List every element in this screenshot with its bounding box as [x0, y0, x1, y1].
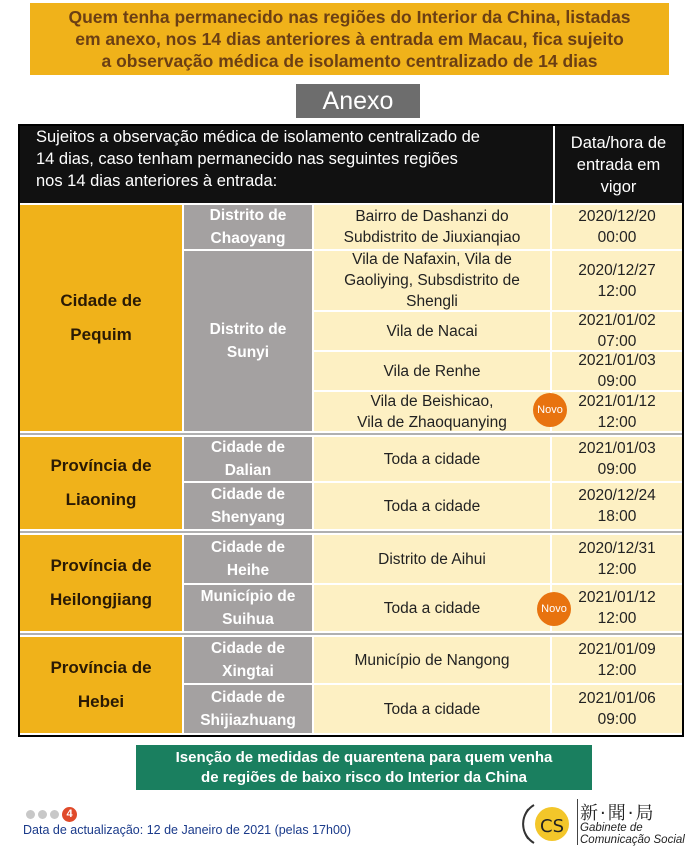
gcs-logo-icon — [520, 797, 576, 849]
region-liaoning — [20, 437, 182, 529]
area-line: Vila de Zhaoquanying — [357, 413, 507, 431]
district-name-line: Cidade de — [210, 640, 286, 657]
district-name-line: Xingtai — [222, 663, 274, 680]
logo-name-line-1: Gabinete de — [580, 822, 643, 834]
district-dalian — [184, 437, 312, 481]
district-shenyang — [184, 483, 312, 529]
district-sunyi — [184, 251, 312, 431]
date-value: 2021/01/12 — [578, 392, 656, 410]
time-value: 12:00 — [597, 561, 637, 578]
area-line: Vila de Renhe — [383, 362, 481, 380]
table-header-date — [555, 126, 682, 203]
exemption-line-2: de regiões de baixo risco do Interior da China — [201, 768, 527, 786]
date-cell — [552, 483, 682, 529]
date-value: 2021/01/03 — [578, 352, 656, 369]
time-value: 09:00 — [597, 461, 637, 478]
district-name-line: Cidade de — [210, 486, 286, 503]
date-cell — [552, 251, 682, 310]
page-dot-icon[interactable] — [26, 810, 35, 819]
gcs-logo — [520, 797, 692, 849]
current-page-badge[interactable]: 4 — [62, 807, 77, 822]
banner-line-1: Quem tenha permanecido nas regiões do Interior da China, listadas — [68, 7, 631, 27]
date-value: 2021/01/06 — [578, 690, 656, 707]
anexo-label: Anexo — [296, 84, 420, 118]
region-name-line: Cidade de — [60, 291, 142, 310]
district-name-line: Cidade de — [210, 439, 286, 456]
page-indicator[interactable] — [26, 807, 77, 822]
banner-line-2: em anexo, nos 14 dias anteriores à entrada em Macau, fica sujeito — [75, 29, 624, 49]
date-cell — [552, 535, 682, 583]
district-name-line: Dalian — [224, 462, 272, 479]
update-date: Data de actualização: 12 de Janeiro de 2021 (pelas 17h00) — [23, 823, 352, 837]
area-cell — [314, 205, 550, 249]
page-dot-icon[interactable] — [50, 810, 59, 819]
date-cell — [552, 205, 682, 249]
date-value: 2021/01/09 — [578, 641, 656, 658]
district-name-line: Shijiazhuang — [200, 712, 296, 729]
area-cell — [314, 685, 550, 733]
area-line: Distrito de Aihui — [378, 550, 486, 568]
region-heilongjiang — [20, 535, 182, 631]
title-banner — [30, 3, 669, 75]
time-value: 12:00 — [597, 413, 637, 431]
time-value: 09:00 — [597, 711, 637, 728]
area-cell — [314, 312, 550, 350]
header-right-line-2: entrada em — [576, 155, 661, 174]
time-value: 09:00 — [597, 373, 637, 390]
date-value: 2020/12/24 — [578, 487, 656, 504]
district-name-line: Shenyang — [210, 509, 286, 526]
header-right-line-3: vigor — [600, 177, 637, 196]
region-name-line: Província de — [50, 556, 152, 575]
novo-badge: Novo — [537, 592, 571, 626]
region-pequim — [20, 205, 182, 431]
regions-table — [18, 124, 684, 737]
area-line: Município de Nangong — [354, 651, 510, 669]
region-name-line: Província de — [50, 456, 152, 475]
area-line: Gaoliying, Subsdistrito de — [344, 272, 520, 289]
district-name-line: Heihe — [226, 562, 270, 579]
area-line: Subdistrito de Jiuxianqiao — [343, 229, 521, 246]
page-dot-icon[interactable] — [38, 810, 47, 819]
date-value: 2020/12/31 — [578, 540, 656, 557]
table-header-subjects — [20, 126, 553, 203]
date-cell — [552, 392, 682, 431]
area-cell — [314, 535, 550, 583]
time-value: 12:00 — [597, 282, 637, 300]
logo-divider — [577, 799, 578, 845]
district-name-line: Cidade de — [210, 689, 286, 706]
time-value: 00:00 — [597, 229, 637, 246]
district-name-line: Distrito de — [209, 321, 287, 338]
region-name-line: Província de — [50, 658, 152, 677]
area-line: Bairro de Dashanzi do — [355, 208, 509, 225]
area-line: Vila de Nafaxin, Vila de — [352, 251, 512, 268]
date-cell — [552, 637, 682, 683]
banner-line-3: a observação médica de isolamento centralizado de 14 dias — [101, 51, 598, 71]
date-value: 2020/12/20 — [578, 208, 656, 225]
region-name-line: Liaoning — [65, 490, 137, 509]
header-left-line-2: 14 dias, caso tenham permanecido nas seguintes regiões — [36, 150, 458, 168]
time-value: 12:00 — [597, 662, 637, 679]
date-value: 2021/01/12 — [578, 589, 656, 606]
area-line: Toda a cidade — [383, 700, 481, 718]
novo-badge: Novo — [533, 393, 567, 427]
region-name-line: Hebei — [77, 692, 125, 711]
date-value: 2021/01/03 — [578, 440, 656, 457]
time-value: 12:00 — [597, 610, 637, 627]
area-cell — [314, 585, 550, 631]
date-value: 2021/01/02 — [578, 312, 656, 329]
date-cell — [552, 352, 682, 390]
exemption-line-1: Isenção de medidas de quarentena para quem venha — [175, 748, 553, 766]
district-name-line: Cidade de — [210, 539, 286, 556]
time-value: 18:00 — [597, 508, 637, 525]
exemption-link-box[interactable] — [136, 745, 592, 790]
area-cell — [314, 483, 550, 529]
header-left-line-3: nos 14 dias anteriores à entrada: — [36, 172, 278, 190]
date-cell — [552, 685, 682, 733]
area-line: Toda a cidade — [383, 450, 481, 468]
header-right-line-1: Data/hora de — [570, 133, 667, 152]
area-line: Shengli — [406, 293, 458, 310]
date-value: 2020/12/27 — [578, 261, 656, 279]
area-line: Toda a cidade — [383, 599, 481, 617]
district-name-line: Distrito de — [209, 207, 287, 224]
header-left-line-1: Sujeitos a observação médica de isolamento centralizado de — [36, 128, 480, 146]
area-cell — [314, 437, 550, 481]
district-xingtai — [184, 637, 312, 683]
district-chaoyang — [184, 205, 312, 249]
district-name-line: Chaoyang — [210, 230, 286, 247]
area-line: Toda a cidade — [383, 497, 481, 515]
district-heihe — [184, 535, 312, 583]
area-cell — [314, 251, 550, 310]
area-cell — [314, 392, 550, 431]
date-cell — [552, 437, 682, 481]
logo-name-line-2: Comunicação Social — [580, 834, 685, 846]
district-suihua — [184, 585, 312, 631]
area-cell — [314, 352, 550, 390]
area-line: Vila de Beishicao, — [370, 392, 494, 410]
region-hebei — [20, 637, 182, 733]
time-value: 07:00 — [597, 333, 637, 350]
region-name-line: Pequim — [70, 325, 132, 344]
svg-text:CS: CS — [540, 816, 564, 837]
area-line: Vila de Nacai — [386, 322, 478, 340]
area-cell — [314, 637, 550, 683]
region-name-line: Heilongjiang — [50, 590, 152, 609]
district-name-line: Sunyi — [226, 344, 270, 361]
district-shijiazhuang — [184, 685, 312, 733]
logo-chinese-name: 新·聞·局 — [580, 803, 656, 824]
date-cell — [552, 585, 682, 631]
district-name-line: Suihua — [222, 611, 274, 628]
district-name-line: Município de — [200, 588, 296, 605]
date-cell — [552, 312, 682, 350]
